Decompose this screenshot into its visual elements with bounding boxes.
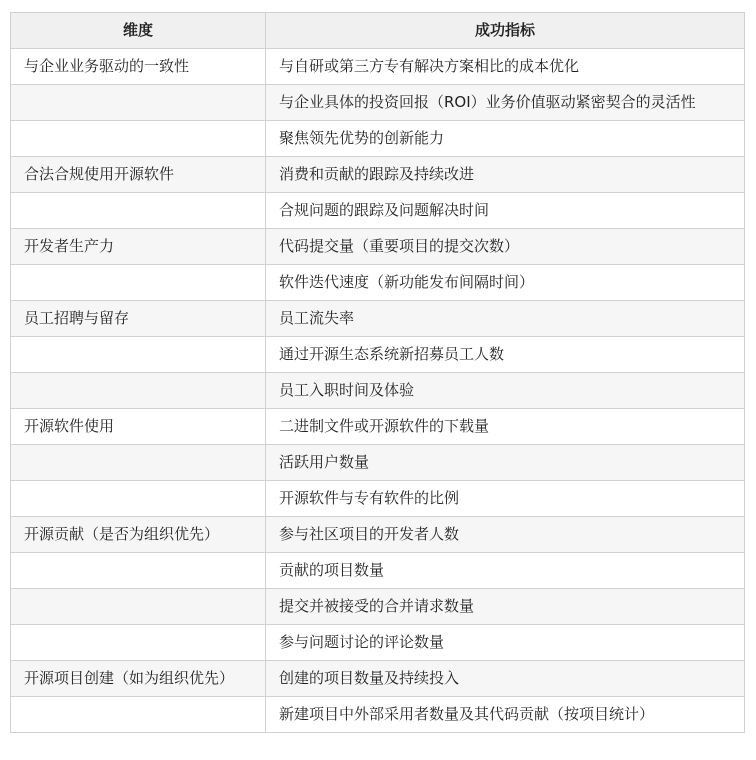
metric-cell: 贡献的项目数量 [266,553,745,589]
dimension-cell: 合法合规使用开源软件 [11,157,266,193]
dimension-cell: 开源项目创建（如为组织优先） [11,661,266,697]
table-row [11,481,745,517]
metric-cell: 活跃用户数量 [266,445,745,481]
header-dimension: 维度 [11,13,266,49]
dimension-cell [11,337,266,373]
dimension-cell: 开源贡献（是否为组织优先） [11,517,266,553]
table-row [11,157,745,193]
table-row [11,193,745,229]
metric-cell: 员工流失率 [266,301,745,337]
metric-cell: 二进制文件或开源软件的下载量 [266,409,745,445]
dimension-cell [11,265,266,301]
metric-cell: 参与社区项目的开发者人数 [266,517,745,553]
dimension-cell [11,85,266,121]
header-row [11,13,745,49]
header-metric: 成功指标 [266,13,745,49]
dimension-cell [11,589,266,625]
metric-cell: 代码提交量（重要项目的提交次数） [266,229,745,265]
table-row [11,301,745,337]
metric-cell: 参与问题讨论的评论数量 [266,625,745,661]
metric-cell: 通过开源生态系统新招募员工人数 [266,337,745,373]
table-row [11,697,745,733]
metric-cell: 聚焦领先优势的创新能力 [266,121,745,157]
dimension-cell: 开发者生产力 [11,229,266,265]
dimension-cell [11,481,266,517]
metric-cell: 与企业具体的投资回报（ROI）业务价值驱动紧密契合的灵活性 [266,85,745,121]
table-row [11,661,745,697]
table-row [11,85,745,121]
table-row [11,121,745,157]
dimension-cell [11,445,266,481]
metric-cell: 与自研或第三方专有解决方案相比的成本优化 [266,49,745,85]
success-metrics-table [10,12,745,733]
table-row [11,553,745,589]
success-metrics-table-wrapper [10,12,744,733]
table-row [11,517,745,553]
table-row [11,589,745,625]
table-row [11,265,745,301]
metric-cell: 新建项目中外部采用者数量及其代码贡献（按项目统计） [266,697,745,733]
table-row [11,625,745,661]
table-body [11,49,745,733]
table-header [11,13,745,49]
metric-cell: 软件迭代速度（新功能发布间隔时间） [266,265,745,301]
dimension-cell [11,121,266,157]
dimension-cell [11,697,266,733]
table-row [11,49,745,85]
metric-cell: 提交并被接受的合并请求数量 [266,589,745,625]
metric-cell: 开源软件与专有软件的比例 [266,481,745,517]
metric-cell: 创建的项目数量及持续投入 [266,661,745,697]
dimension-cell: 开源软件使用 [11,409,266,445]
metric-cell: 消费和贡献的跟踪及持续改进 [266,157,745,193]
table-row [11,445,745,481]
dimension-cell [11,193,266,229]
dimension-cell [11,625,266,661]
table-row [11,229,745,265]
metric-cell: 员工入职时间及体验 [266,373,745,409]
dimension-cell [11,553,266,589]
table-row [11,373,745,409]
dimension-cell: 与企业业务驱动的一致性 [11,49,266,85]
metric-cell: 合规问题的跟踪及问题解决时间 [266,193,745,229]
table-row [11,337,745,373]
table-row [11,409,745,445]
dimension-cell: 员工招聘与留存 [11,301,266,337]
dimension-cell [11,373,266,409]
